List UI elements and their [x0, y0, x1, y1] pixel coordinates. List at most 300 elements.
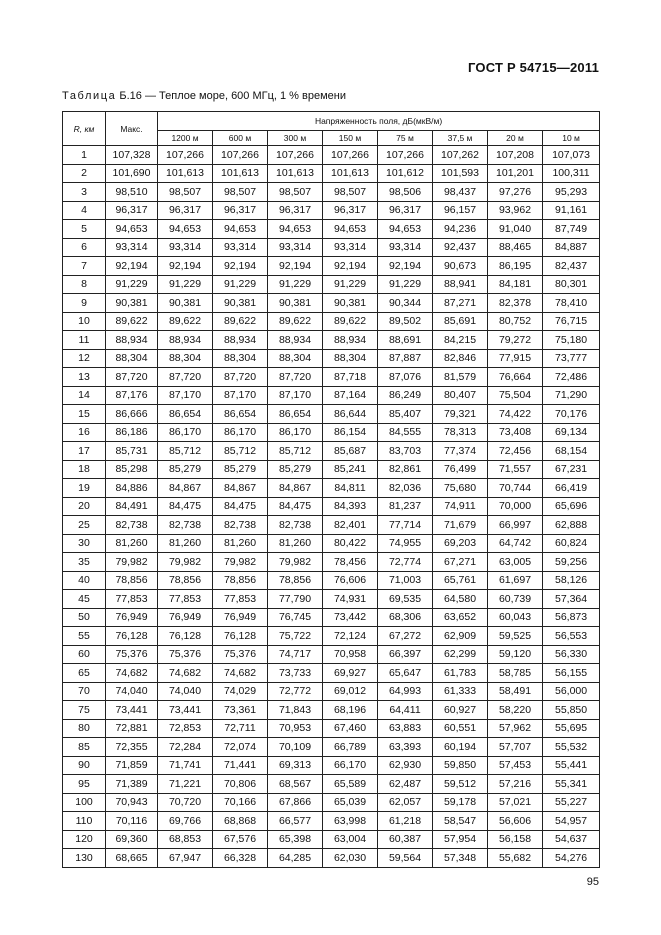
value-cell: 74,422 — [488, 405, 543, 424]
value-cell: 64,411 — [378, 701, 433, 720]
value-cell: 85,691 — [433, 312, 488, 331]
value-cell: 58,220 — [488, 701, 543, 720]
value-cell: 84,491 — [106, 497, 158, 516]
value-cell: 79,321 — [433, 405, 488, 424]
value-cell: 74,682 — [158, 664, 213, 683]
distance-cell: 7 — [63, 257, 106, 276]
value-cell: 85,241 — [323, 460, 378, 479]
value-cell: 56,330 — [543, 645, 600, 664]
distance-cell: 85 — [63, 738, 106, 757]
value-cell: 80,407 — [433, 386, 488, 405]
value-cell: 76,715 — [543, 312, 600, 331]
distance-cell: 40 — [63, 571, 106, 590]
value-cell: 65,647 — [378, 664, 433, 683]
value-cell: 84,811 — [323, 479, 378, 498]
value-cell: 72,881 — [106, 719, 158, 738]
value-cell: 74,029 — [213, 682, 268, 701]
value-cell: 69,927 — [323, 664, 378, 683]
value-cell: 88,934 — [323, 331, 378, 350]
distance-cell: 8 — [63, 275, 106, 294]
value-cell: 82,846 — [433, 349, 488, 368]
value-cell: 88,934 — [213, 331, 268, 350]
value-cell: 59,525 — [488, 627, 543, 646]
value-cell: 85,407 — [378, 405, 433, 424]
table-row — [63, 516, 600, 535]
distance-cell: 55 — [63, 627, 106, 646]
value-cell: 87,076 — [378, 368, 433, 387]
value-cell: 69,360 — [106, 830, 158, 849]
value-cell: 56,000 — [543, 682, 600, 701]
value-cell: 93,962 — [488, 201, 543, 220]
table-row — [63, 627, 600, 646]
table-row — [63, 386, 600, 405]
value-cell: 69,012 — [323, 682, 378, 701]
value-cell: 87,720 — [158, 368, 213, 387]
value-cell: 88,304 — [106, 349, 158, 368]
value-cell: 101,613 — [158, 164, 213, 183]
value-cell: 71,859 — [106, 756, 158, 775]
value-cell: 78,856 — [268, 571, 323, 590]
value-cell: 76,745 — [268, 608, 323, 627]
table-row — [63, 331, 600, 350]
value-cell: 94,653 — [213, 220, 268, 239]
value-cell: 101,613 — [268, 164, 323, 183]
value-cell: 81,260 — [158, 534, 213, 553]
value-cell: 77,714 — [378, 516, 433, 535]
value-cell: 77,915 — [488, 349, 543, 368]
value-cell: 68,306 — [378, 608, 433, 627]
value-cell: 82,738 — [213, 516, 268, 535]
value-cell: 80,301 — [543, 275, 600, 294]
value-cell: 86,654 — [158, 405, 213, 424]
table-row — [63, 275, 600, 294]
value-cell: 93,314 — [268, 238, 323, 257]
value-cell: 92,194 — [323, 257, 378, 276]
distance-cell: 16 — [63, 423, 106, 442]
distance-cell: 25 — [63, 516, 106, 535]
header-field-strength: Напряженность поля, дБ(мкВ/м) — [158, 112, 600, 131]
value-cell: 74,040 — [106, 682, 158, 701]
value-cell: 90,381 — [213, 294, 268, 313]
table-row — [63, 238, 600, 257]
distance-cell: 130 — [63, 849, 106, 868]
value-cell: 65,398 — [268, 830, 323, 849]
value-cell: 67,272 — [378, 627, 433, 646]
value-cell: 64,285 — [268, 849, 323, 868]
distance-cell: 75 — [63, 701, 106, 720]
value-cell: 73,361 — [213, 701, 268, 720]
value-cell: 72,074 — [213, 738, 268, 757]
value-cell: 76,128 — [158, 627, 213, 646]
value-cell: 84,887 — [543, 238, 600, 257]
value-cell: 93,314 — [378, 238, 433, 257]
table-row — [63, 812, 600, 831]
value-cell: 60,824 — [543, 534, 600, 553]
value-cell: 57,216 — [488, 775, 543, 794]
value-cell: 72,772 — [268, 682, 323, 701]
distance-cell: 20 — [63, 497, 106, 516]
value-cell: 86,654 — [213, 405, 268, 424]
value-cell: 91,161 — [543, 201, 600, 220]
value-cell: 87,749 — [543, 220, 600, 239]
value-cell: 60,927 — [433, 701, 488, 720]
value-cell: 87,271 — [433, 294, 488, 313]
value-cell: 55,682 — [488, 849, 543, 868]
value-cell: 87,720 — [268, 368, 323, 387]
distance-cell: 14 — [63, 386, 106, 405]
value-cell: 59,120 — [488, 645, 543, 664]
value-cell: 84,867 — [268, 479, 323, 498]
distance-cell: 13 — [63, 368, 106, 387]
value-cell: 65,039 — [323, 793, 378, 812]
value-cell: 77,853 — [213, 590, 268, 609]
value-cell: 67,271 — [433, 553, 488, 572]
value-cell: 63,652 — [433, 608, 488, 627]
value-cell: 101,613 — [323, 164, 378, 183]
distance-cell: 60 — [63, 645, 106, 664]
value-cell: 70,806 — [213, 775, 268, 794]
value-cell: 75,180 — [543, 331, 600, 350]
value-cell: 82,861 — [378, 460, 433, 479]
value-cell: 64,580 — [433, 590, 488, 609]
value-cell: 85,712 — [213, 442, 268, 461]
value-cell: 107,328 — [106, 146, 158, 165]
value-cell: 94,653 — [378, 220, 433, 239]
value-cell: 94,653 — [158, 220, 213, 239]
value-cell: 90,381 — [268, 294, 323, 313]
value-cell: 96,317 — [378, 201, 433, 220]
value-cell: 75,376 — [158, 645, 213, 664]
value-cell: 73,777 — [543, 349, 600, 368]
value-cell: 55,850 — [543, 701, 600, 720]
distance-cell: 6 — [63, 238, 106, 257]
value-cell: 96,157 — [433, 201, 488, 220]
distance-cell: 45 — [63, 590, 106, 609]
value-cell: 81,260 — [106, 534, 158, 553]
value-cell: 67,460 — [323, 719, 378, 738]
value-cell: 56,158 — [488, 830, 543, 849]
value-cell: 86,154 — [323, 423, 378, 442]
value-cell: 75,504 — [488, 386, 543, 405]
value-cell: 85,731 — [106, 442, 158, 461]
value-cell: 69,766 — [158, 812, 213, 831]
value-cell: 61,333 — [433, 682, 488, 701]
value-cell: 88,934 — [268, 331, 323, 350]
value-cell: 89,622 — [106, 312, 158, 331]
value-cell: 86,195 — [488, 257, 543, 276]
value-cell: 86,666 — [106, 405, 158, 424]
value-cell: 76,499 — [433, 460, 488, 479]
distance-cell: 15 — [63, 405, 106, 424]
table-row — [63, 423, 600, 442]
value-cell: 57,707 — [488, 738, 543, 757]
value-cell: 100,311 — [543, 164, 600, 183]
field-strength-table — [62, 111, 600, 868]
value-cell: 71,557 — [488, 460, 543, 479]
value-cell: 96,317 — [106, 201, 158, 220]
value-cell: 76,606 — [323, 571, 378, 590]
table-row — [63, 257, 600, 276]
value-cell: 74,911 — [433, 497, 488, 516]
value-cell: 92,194 — [106, 257, 158, 276]
value-cell: 55,227 — [543, 793, 600, 812]
value-cell: 91,040 — [488, 220, 543, 239]
distance-cell: 90 — [63, 756, 106, 775]
value-cell: 61,783 — [433, 664, 488, 683]
value-cell: 87,718 — [323, 368, 378, 387]
value-cell: 62,909 — [433, 627, 488, 646]
value-cell: 98,507 — [158, 183, 213, 202]
value-cell: 60,551 — [433, 719, 488, 738]
value-cell: 71,389 — [106, 775, 158, 794]
value-cell: 56,606 — [488, 812, 543, 831]
table-row — [63, 201, 600, 220]
value-cell: 81,260 — [268, 534, 323, 553]
distance-cell: 3 — [63, 183, 106, 202]
value-cell: 74,955 — [378, 534, 433, 553]
table-row — [63, 349, 600, 368]
value-cell: 87,170 — [268, 386, 323, 405]
value-cell: 66,789 — [323, 738, 378, 757]
value-cell: 87,170 — [213, 386, 268, 405]
value-cell: 74,040 — [158, 682, 213, 701]
value-cell: 88,304 — [268, 349, 323, 368]
value-cell: 77,790 — [268, 590, 323, 609]
header-height: 75 м — [378, 131, 433, 146]
value-cell: 70,958 — [323, 645, 378, 664]
value-cell: 87,164 — [323, 386, 378, 405]
table-row — [63, 701, 600, 720]
value-cell: 73,733 — [268, 664, 323, 683]
value-cell: 67,947 — [158, 849, 213, 868]
value-cell: 101,613 — [213, 164, 268, 183]
value-cell: 62,930 — [378, 756, 433, 775]
value-cell: 87,720 — [213, 368, 268, 387]
value-cell: 87,887 — [378, 349, 433, 368]
value-cell: 71,679 — [433, 516, 488, 535]
table-row — [63, 775, 600, 794]
distance-cell: 11 — [63, 331, 106, 350]
value-cell: 89,622 — [268, 312, 323, 331]
value-cell: 84,555 — [378, 423, 433, 442]
value-cell: 59,178 — [433, 793, 488, 812]
value-cell: 66,328 — [213, 849, 268, 868]
value-cell: 93,314 — [158, 238, 213, 257]
value-cell: 72,355 — [106, 738, 158, 757]
value-cell: 93,314 — [323, 238, 378, 257]
value-cell: 96,317 — [268, 201, 323, 220]
value-cell: 64,993 — [378, 682, 433, 701]
distance-cell: 18 — [63, 460, 106, 479]
value-cell: 72,124 — [323, 627, 378, 646]
value-cell: 57,954 — [433, 830, 488, 849]
distance-cell: 5 — [63, 220, 106, 239]
value-cell: 72,456 — [488, 442, 543, 461]
header-height: 20 м — [488, 131, 543, 146]
value-cell: 54,957 — [543, 812, 600, 831]
value-cell: 107,266 — [213, 146, 268, 165]
value-cell: 75,376 — [106, 645, 158, 664]
value-cell: 81,579 — [433, 368, 488, 387]
value-cell: 87,176 — [106, 386, 158, 405]
value-cell: 92,194 — [378, 257, 433, 276]
value-cell: 61,697 — [488, 571, 543, 590]
value-cell: 90,381 — [106, 294, 158, 313]
value-cell: 91,229 — [158, 275, 213, 294]
value-cell: 79,982 — [213, 553, 268, 572]
value-cell: 91,229 — [323, 275, 378, 294]
value-cell: 107,266 — [323, 146, 378, 165]
value-cell: 107,266 — [268, 146, 323, 165]
value-cell: 88,465 — [488, 238, 543, 257]
value-cell: 94,653 — [106, 220, 158, 239]
value-cell: 107,208 — [488, 146, 543, 165]
value-cell: 81,237 — [378, 497, 433, 516]
value-cell: 70,943 — [106, 793, 158, 812]
table-row — [63, 590, 600, 609]
value-cell: 70,176 — [543, 405, 600, 424]
value-cell: 88,691 — [378, 331, 433, 350]
value-cell: 60,387 — [378, 830, 433, 849]
value-cell: 68,567 — [268, 775, 323, 794]
value-cell: 67,866 — [268, 793, 323, 812]
value-cell: 93,314 — [213, 238, 268, 257]
value-cell: 84,181 — [488, 275, 543, 294]
value-cell: 54,276 — [543, 849, 600, 868]
header-height: 150 м — [323, 131, 378, 146]
value-cell: 86,170 — [213, 423, 268, 442]
value-cell: 88,934 — [158, 331, 213, 350]
value-cell: 98,507 — [268, 183, 323, 202]
table-row — [63, 793, 600, 812]
distance-cell: 17 — [63, 442, 106, 461]
value-cell: 71,741 — [158, 756, 213, 775]
value-cell: 107,266 — [378, 146, 433, 165]
value-cell: 65,761 — [433, 571, 488, 590]
value-cell: 64,742 — [488, 534, 543, 553]
header-max: Макс. — [106, 112, 158, 146]
value-cell: 75,722 — [268, 627, 323, 646]
value-cell: 76,128 — [213, 627, 268, 646]
value-cell: 86,186 — [106, 423, 158, 442]
table-row — [63, 534, 600, 553]
value-cell: 85,298 — [106, 460, 158, 479]
value-cell: 76,949 — [213, 608, 268, 627]
value-cell: 77,374 — [433, 442, 488, 461]
value-cell: 55,695 — [543, 719, 600, 738]
value-cell: 71,290 — [543, 386, 600, 405]
value-cell: 96,317 — [323, 201, 378, 220]
page-number: 95 — [586, 876, 599, 888]
value-cell: 63,998 — [323, 812, 378, 831]
distance-cell: 65 — [63, 664, 106, 683]
value-cell: 88,304 — [323, 349, 378, 368]
value-cell: 87,720 — [106, 368, 158, 387]
distance-cell: 35 — [63, 553, 106, 572]
value-cell: 62,487 — [378, 775, 433, 794]
value-cell: 76,128 — [106, 627, 158, 646]
value-cell: 60,739 — [488, 590, 543, 609]
value-cell: 84,393 — [323, 497, 378, 516]
value-cell: 71,003 — [378, 571, 433, 590]
value-cell: 72,284 — [158, 738, 213, 757]
table-row — [63, 682, 600, 701]
value-cell: 59,850 — [433, 756, 488, 775]
value-cell: 98,507 — [323, 183, 378, 202]
value-cell: 85,279 — [213, 460, 268, 479]
distance-cell: 19 — [63, 479, 106, 498]
value-cell: 70,744 — [488, 479, 543, 498]
value-cell: 84,886 — [106, 479, 158, 498]
value-cell: 80,752 — [488, 312, 543, 331]
table-row — [63, 664, 600, 683]
value-cell: 84,475 — [213, 497, 268, 516]
value-cell: 79,272 — [488, 331, 543, 350]
value-cell: 59,256 — [543, 553, 600, 572]
value-cell: 89,502 — [378, 312, 433, 331]
value-cell: 85,712 — [158, 442, 213, 461]
value-cell: 92,194 — [213, 257, 268, 276]
value-cell: 56,553 — [543, 627, 600, 646]
value-cell: 74,682 — [106, 664, 158, 683]
table-row — [63, 183, 600, 202]
table-row — [63, 164, 600, 183]
value-cell: 69,313 — [268, 756, 323, 775]
value-cell: 78,410 — [543, 294, 600, 313]
value-cell: 101,612 — [378, 164, 433, 183]
value-cell: 69,535 — [378, 590, 433, 609]
value-cell: 78,856 — [213, 571, 268, 590]
value-cell: 86,654 — [268, 405, 323, 424]
value-cell: 82,401 — [323, 516, 378, 535]
table-row — [63, 719, 600, 738]
value-cell: 70,953 — [268, 719, 323, 738]
header-height: 600 м — [213, 131, 268, 146]
value-cell: 75,680 — [433, 479, 488, 498]
value-cell: 88,941 — [433, 275, 488, 294]
value-cell: 66,170 — [323, 756, 378, 775]
value-cell: 91,229 — [268, 275, 323, 294]
value-cell: 78,856 — [106, 571, 158, 590]
value-cell: 57,962 — [488, 719, 543, 738]
value-cell: 83,703 — [378, 442, 433, 461]
value-cell: 66,577 — [268, 812, 323, 831]
value-cell: 73,408 — [488, 423, 543, 442]
value-cell: 60,194 — [433, 738, 488, 757]
value-cell: 101,690 — [106, 164, 158, 183]
distance-cell: 12 — [63, 349, 106, 368]
value-cell: 82,738 — [268, 516, 323, 535]
value-cell: 82,378 — [488, 294, 543, 313]
value-cell: 85,279 — [158, 460, 213, 479]
value-cell: 94,236 — [433, 220, 488, 239]
value-cell: 79,982 — [158, 553, 213, 572]
value-cell: 107,262 — [433, 146, 488, 165]
value-cell: 69,203 — [433, 534, 488, 553]
value-cell: 62,888 — [543, 516, 600, 535]
value-cell: 69,134 — [543, 423, 600, 442]
value-cell: 77,853 — [158, 590, 213, 609]
value-cell: 78,456 — [323, 553, 378, 572]
value-cell: 84,867 — [158, 479, 213, 498]
value-cell: 94,653 — [268, 220, 323, 239]
value-cell: 66,397 — [378, 645, 433, 664]
value-cell: 59,564 — [378, 849, 433, 868]
value-cell: 78,313 — [433, 423, 488, 442]
header-height: 37,5 м — [433, 131, 488, 146]
value-cell: 66,419 — [543, 479, 600, 498]
header-height: 1200 м — [158, 131, 213, 146]
